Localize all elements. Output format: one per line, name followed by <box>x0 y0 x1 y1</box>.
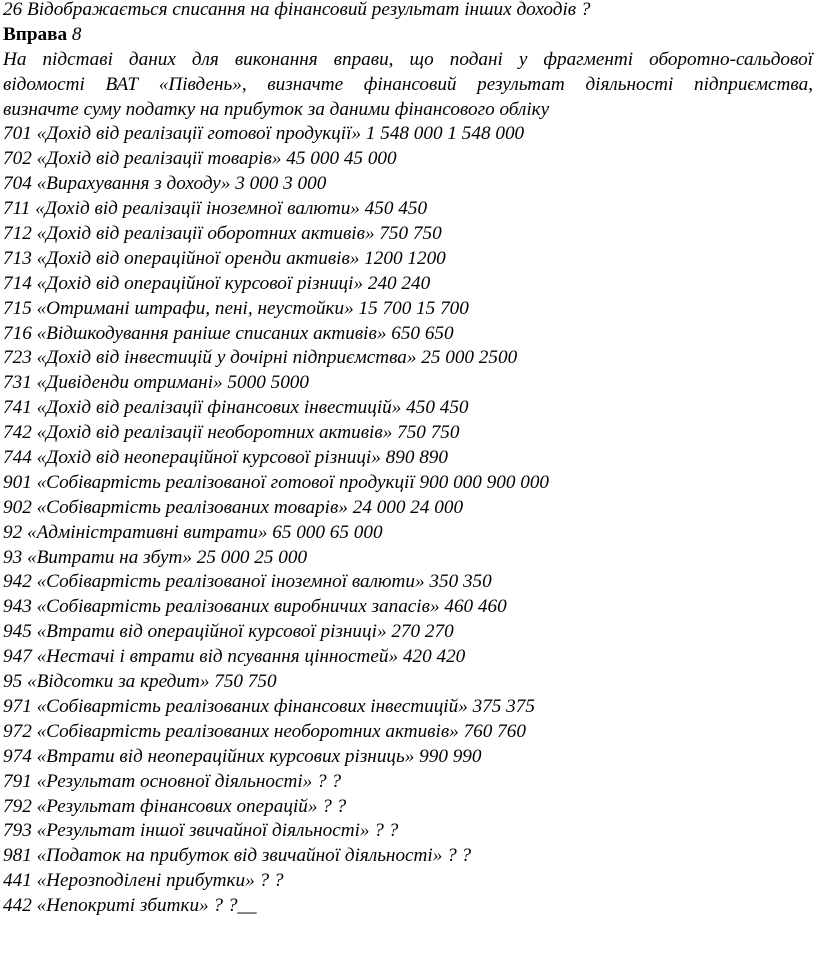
account-entry: 792 «Результат фінансових операцій» ? ? <box>3 795 347 817</box>
account-entry: 901 «Собівартість реалізованої готової продукції 900 000 900 000 <box>3 471 550 493</box>
exercise-label: Вправа <box>3 23 68 45</box>
account-entry: 442 «Непокриті збитки» ? ?__ <box>3 895 257 917</box>
account-entry: 704 «Вирахування з доходу» 3 000 3 000 <box>3 173 327 195</box>
account-entry: 712 «Дохід від реалізації оборотних активів» 750 750 <box>3 223 442 245</box>
instruction-line: визначте суму податку на прибуток за даними фінансового обліку <box>3 98 550 120</box>
account-entry: 441 «Нерозподілені прибутки» ? ? <box>3 870 284 892</box>
account-entry: 701 «Дохід від реалізації готової продукції» 1 548 000 1 548 000 <box>3 123 525 145</box>
account-entry: 943 «Собівартість реалізованих виробничих запасів» 460 460 <box>3 596 507 618</box>
account-entry: 702 «Дохід від реалізації товарів» 45 000 45 000 <box>3 148 397 170</box>
account-entry: 981 «Податок на прибуток від звичайної діяльності» ? ? <box>3 845 472 867</box>
instruction-line: відомості ВАТ «Південь», визначте фінансовий результат діяльності підприємства, <box>3 73 813 95</box>
account-entries-list <box>3 122 813 919</box>
document-page <box>3 0 813 919</box>
account-entry: 974 «Втрати від неопераційних курсових різниць» 990 990 <box>3 745 482 767</box>
account-entry: 95 «Відсотки за кредит» 750 750 <box>3 671 277 693</box>
question-text: 26 Відображається списання на фінансовий результат інших доходів ? <box>3 0 591 20</box>
account-entry: 942 «Собівартість реалізованої іноземної валюти» 350 350 <box>3 571 492 593</box>
account-entry: 93 «Витрати на збут» 25 000 25 000 <box>3 546 308 568</box>
account-entry: 791 «Результат основної діяльності» ? ? <box>3 770 342 792</box>
account-entry: 972 «Собівартість реалізованих необоротних активів» 760 760 <box>3 720 526 742</box>
instruction-line: На підставі даних для виконання вправи, що подані у фрагменті оборотно-сальдової <box>3 48 813 70</box>
account-entry: 793 «Результат іншої звичайної діяльності» ? ? <box>3 820 399 842</box>
exercise-number: 8 <box>71 23 82 45</box>
account-entry: 711 «Дохід від реалізації іноземної валюти» 450 450 <box>3 198 428 220</box>
account-entry: 971 «Собівартість реалізованих фінансових інвестицій» 375 375 <box>3 695 535 717</box>
account-entry: 715 «Отримані штрафи, пені, неустойки» 15 700 15 700 <box>3 297 469 319</box>
account-entry: 947 «Нестачі і втрати від псування цінностей» 420 420 <box>3 646 466 668</box>
account-entry: 723 «Дохід від інвестицій у дочірні підприємства» 25 000 2500 <box>3 347 518 369</box>
account-entry: 714 «Дохід від операційної курсової різниці» 240 240 <box>3 272 431 294</box>
account-entry: 731 «Дивіденди отримані» 5000 5000 <box>3 372 309 394</box>
account-entry: 92 «Адміністративні витрати» 65 000 65 000 <box>3 521 383 543</box>
account-entry: 713 «Дохід від операційної оренди активів» 1200 1200 <box>3 247 446 269</box>
exercise-heading <box>3 23 813 48</box>
account-entry: 744 «Дохід від неопераційної курсової різниці» 890 890 <box>3 447 448 469</box>
account-entry: 741 «Дохід від реалізації фінансових інвестицій» 450 450 <box>3 397 469 419</box>
account-entry: 742 «Дохід від реалізації необоротних активів» 750 750 <box>3 422 460 444</box>
account-entry: 902 «Собівартість реалізованих товарів» 24 000 24 000 <box>3 496 464 518</box>
account-entry: 945 «Втрати від операційної курсової різниці» 270 270 <box>3 621 454 643</box>
account-entry: 716 «Відшкодування раніше списаних активів» 650 650 <box>3 322 454 344</box>
